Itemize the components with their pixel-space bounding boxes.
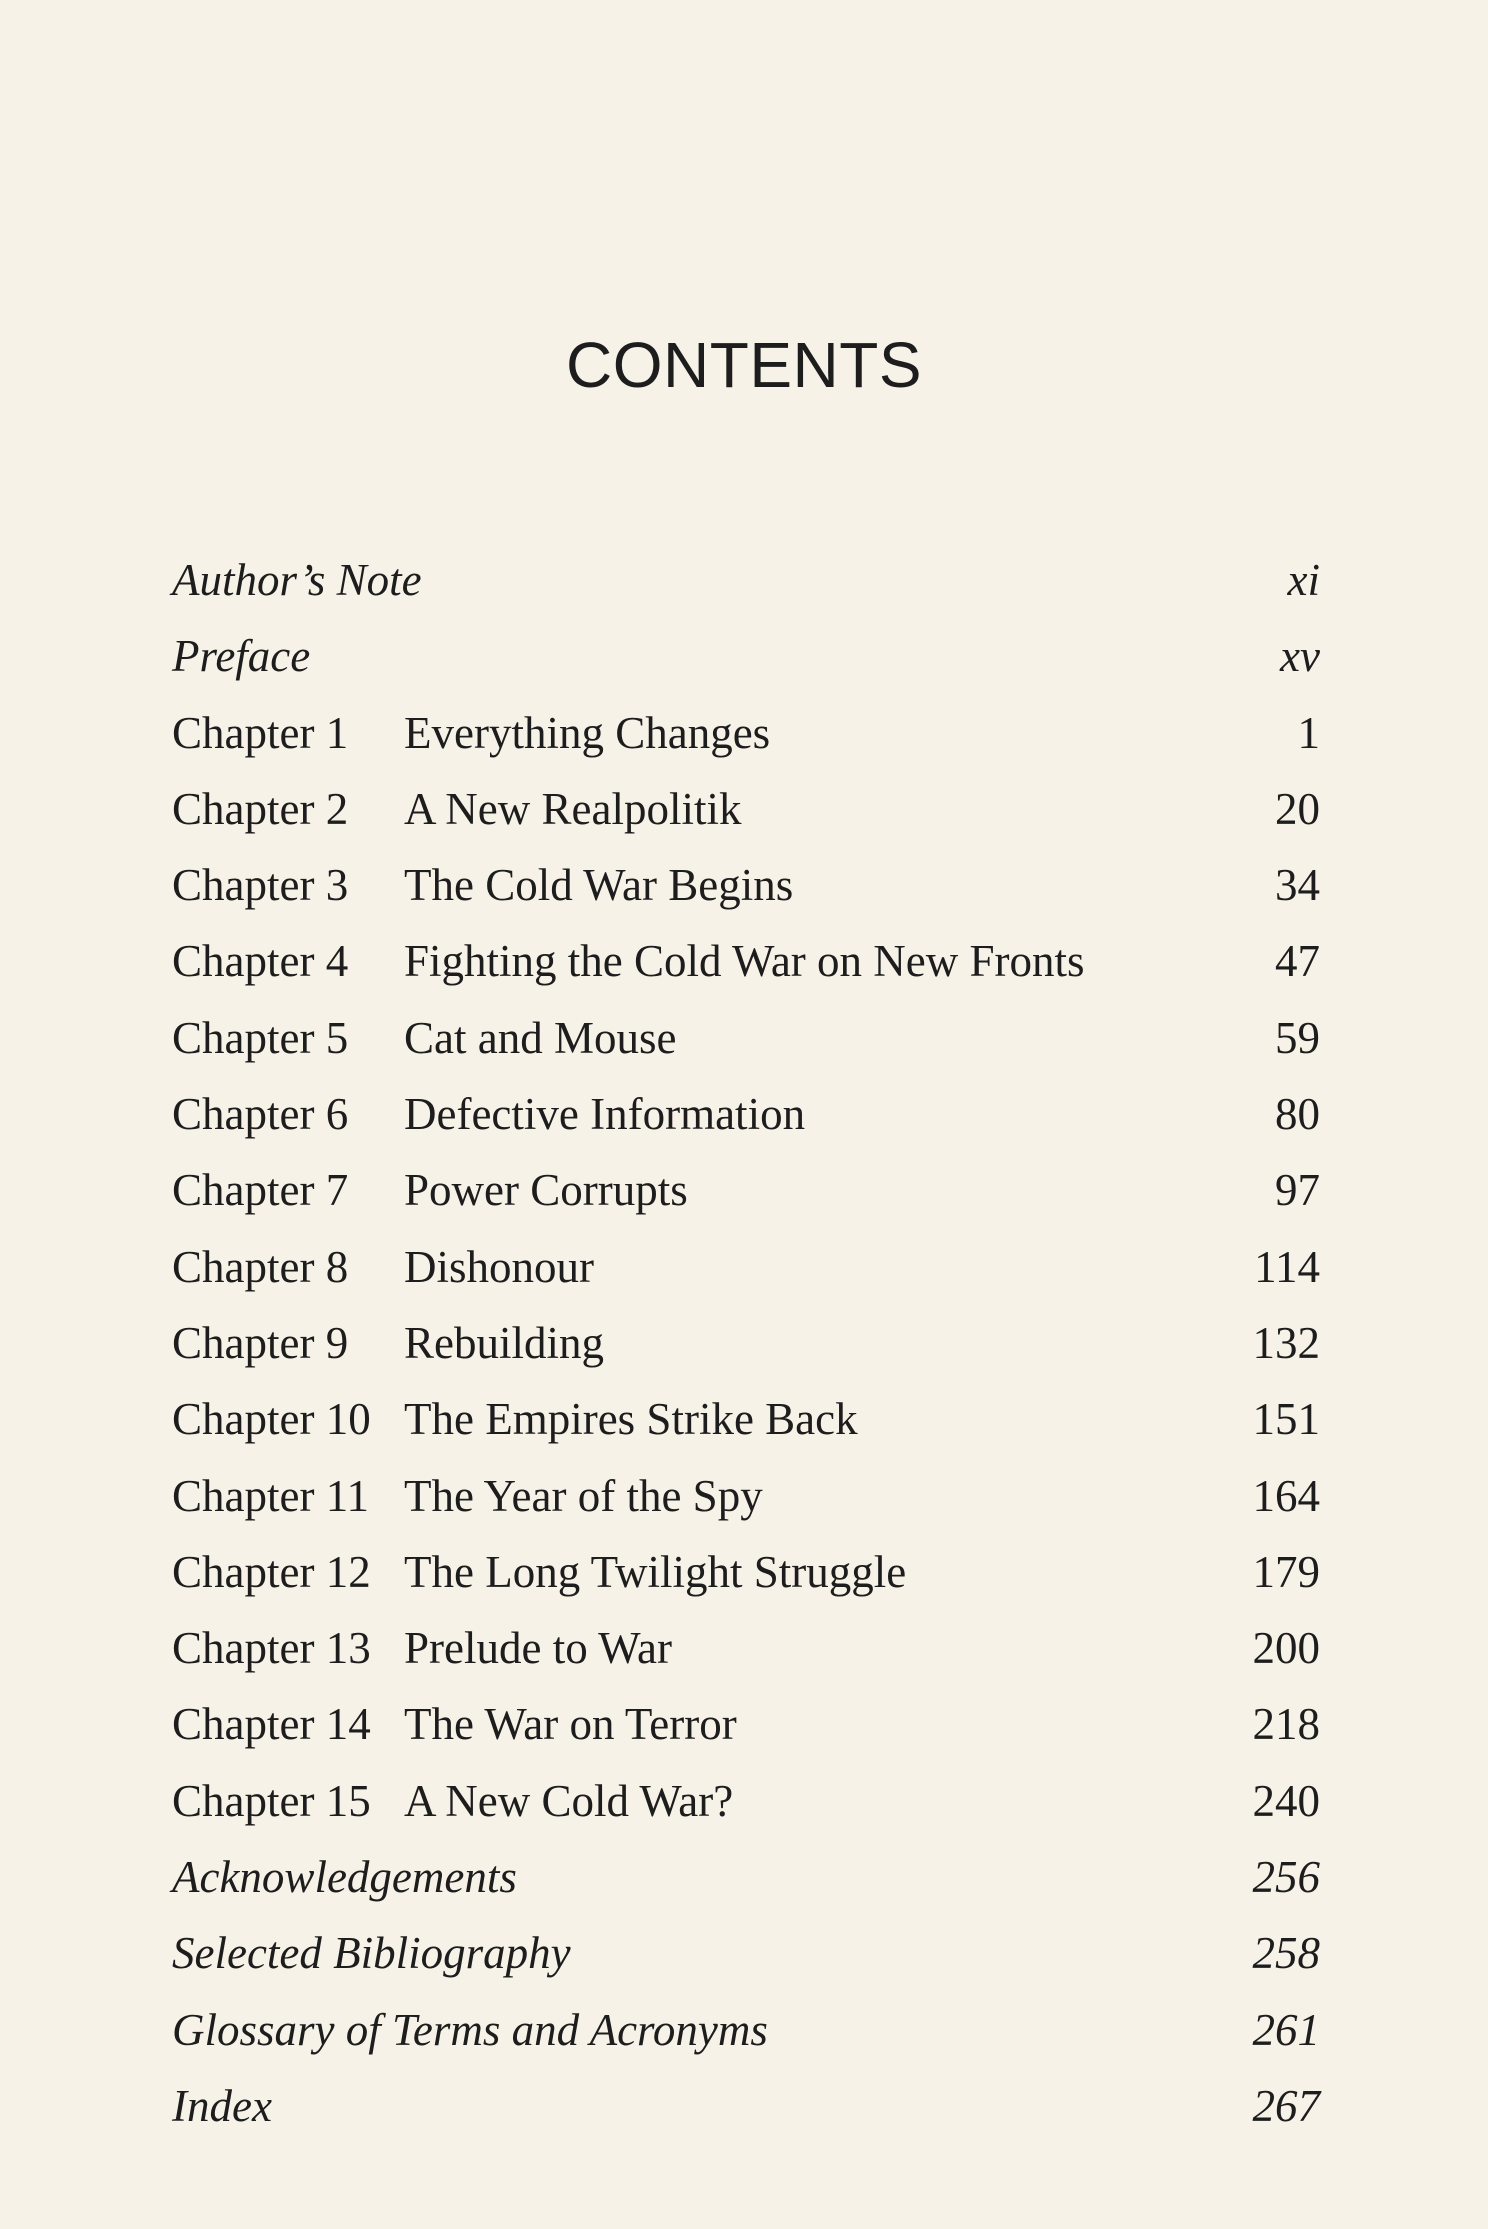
chapter-title: Rebuilding <box>404 1317 604 1368</box>
chapter-label: Chapter 8 <box>172 1241 349 1292</box>
chapter-title: Defective Information <box>404 1089 806 1140</box>
page-title: CONTENTS <box>566 329 922 401</box>
toc-entry-chapter-14 <box>172 1686 1320 1762</box>
chapter-label: Chapter 13 <box>172 1623 371 1674</box>
toc-entry-chapter-10 <box>172 1381 1320 1457</box>
entry-page-number: 267 <box>1252 2080 1320 2131</box>
entry-page-number: 47 <box>1275 936 1320 987</box>
chapter-label: Chapter 12 <box>172 1546 371 1597</box>
chapter-title: A New Cold War? <box>404 1775 734 1826</box>
entry-page-number: 164 <box>1252 1470 1320 1521</box>
toc-entry-authors-note <box>172 542 1320 618</box>
toc-entry-chapter-3 <box>172 847 1320 923</box>
entry-page-number: 151 <box>1252 1394 1320 1445</box>
chapter-title: Prelude to War <box>404 1623 672 1674</box>
chapter-label: Chapter 1 <box>172 707 349 758</box>
entry-page-number: 59 <box>1275 1012 1320 1063</box>
entry-page-number: 261 <box>1252 2004 1320 2055</box>
chapter-title: The Cold War Begins <box>404 860 794 911</box>
chapter-title: The Empires Strike Back <box>404 1394 858 1445</box>
toc-entry-chapter-4 <box>172 923 1320 999</box>
entry-page-number: 20 <box>1275 783 1320 834</box>
chapter-label: Chapter 2 <box>172 783 349 834</box>
chapter-label: Chapter 7 <box>172 1165 349 1216</box>
toc-entry-chapter-13 <box>172 1610 1320 1686</box>
chapter-label: Chapter 4 <box>172 936 349 987</box>
entry-page-number: 34 <box>1275 860 1320 911</box>
chapter-label: Chapter 11 <box>172 1470 370 1521</box>
toc-entry-chapter-6 <box>172 1076 1320 1152</box>
chapter-label: Chapter 3 <box>172 860 349 911</box>
entry-label: Preface <box>172 631 311 682</box>
entry-label: Selected Bibliography <box>172 1928 571 1979</box>
chapter-title: Cat and Mouse <box>404 1012 677 1063</box>
chapter-title: A New Realpolitik <box>404 783 742 834</box>
toc-entry-preface <box>172 618 1320 694</box>
entry-label: Author’s Note <box>172 555 422 605</box>
toc-entry-chapter-12 <box>172 1534 1320 1610</box>
chapter-label: Chapter 15 <box>172 1775 371 1826</box>
chapter-title: Fighting the Cold War on New Fronts <box>404 936 1085 987</box>
entry-page-number: 179 <box>1252 1546 1320 1597</box>
entry-label: Glossary of Terms and Acronyms <box>172 2004 768 2055</box>
entry-page-number: 1 <box>1297 707 1320 758</box>
entry-label: Index <box>172 2080 272 2131</box>
entry-page-number: xv <box>1280 631 1320 682</box>
chapter-label: Chapter 10 <box>172 1394 371 1445</box>
toc-entry-chapter-15 <box>172 1763 1320 1839</box>
toc-entry-acknowledgements <box>172 1839 1320 1915</box>
chapter-label: Chapter 5 <box>172 1012 349 1063</box>
entry-page-number: 200 <box>1252 1623 1320 1674</box>
toc-entry-index <box>172 2068 1320 2144</box>
chapter-title: Power Corrupts <box>404 1165 688 1216</box>
toc-entry-selected-bibliography <box>172 1915 1320 1991</box>
entry-page-number: 114 <box>1254 1241 1320 1292</box>
toc-entry-glossary <box>172 1992 1320 2068</box>
entry-label: Acknowledgements <box>172 1852 517 1903</box>
toc-entry-chapter-1 <box>172 695 1320 771</box>
chapter-label: Chapter 9 <box>172 1317 349 1368</box>
chapter-title: Dishonour <box>404 1241 594 1292</box>
toc-entry-chapter-11 <box>172 1458 1320 1534</box>
entry-page-number: 97 <box>1275 1165 1320 1216</box>
chapter-title: The Long Twilight Struggle <box>404 1546 907 1597</box>
entry-page-number: 256 <box>1252 1852 1320 1903</box>
table-of-contents <box>172 542 1320 2144</box>
toc-entry-chapter-9 <box>172 1305 1320 1381</box>
entry-page-number: 240 <box>1252 1775 1320 1826</box>
entry-page-number: 132 <box>1252 1317 1320 1368</box>
toc-entry-chapter-7 <box>172 1152 1320 1228</box>
chapter-title: Everything Changes <box>404 707 771 758</box>
entry-page-number: 218 <box>1252 1699 1320 1750</box>
chapter-label: Chapter 6 <box>172 1089 349 1140</box>
entry-page-number: 258 <box>1252 1928 1320 1979</box>
chapter-label: Chapter 14 <box>172 1699 371 1750</box>
entry-page-number: 80 <box>1275 1089 1320 1140</box>
chapter-title: The War on Terror <box>404 1699 737 1750</box>
entry-page-number: xi <box>1287 555 1320 605</box>
toc-entry-chapter-8 <box>172 1229 1320 1305</box>
toc-entry-chapter-2 <box>172 771 1320 847</box>
chapter-title: The Year of the Spy <box>404 1470 763 1521</box>
toc-entry-chapter-5 <box>172 1000 1320 1076</box>
